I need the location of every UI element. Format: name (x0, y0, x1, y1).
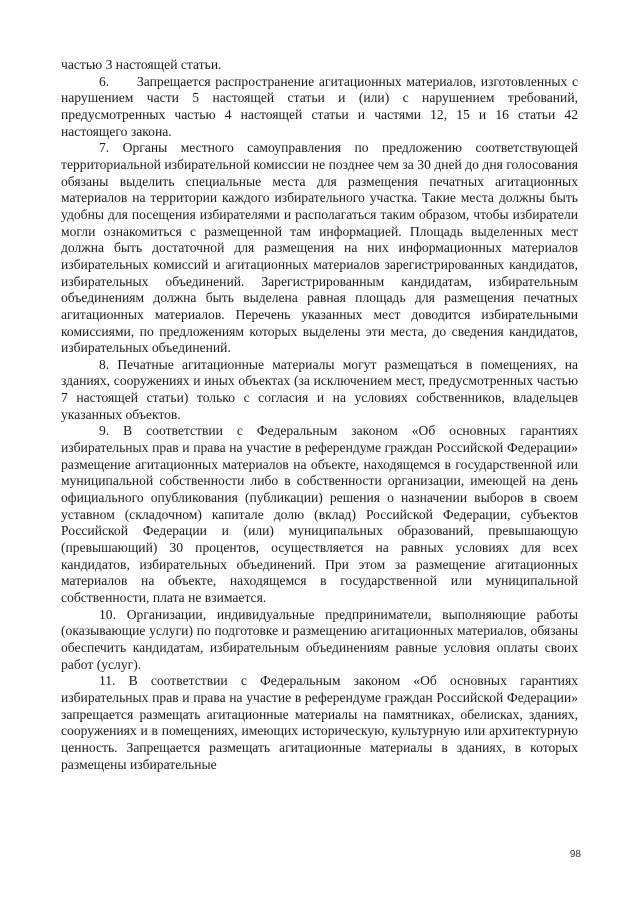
paragraph-8: 8. Печатные агитационные материалы могут размещаться в помещениях, на зданиях, сооружениях и иных объектах (за исключением мест, предусмотренных частью 7 настоящей статьи) только с согласия и на условиях собственников, владельцев указанных объектов. (61, 356, 578, 422)
page-number: 98 (569, 849, 581, 860)
paragraph-6: 6. Запрещается распространение агитационных материалов, изготовленных с нарушением части 5 настоящей статьи и (или) с нарушением требований, предусмотренных частью 4 настоящей статьи и частями 12, 15 и 16 статьи 42 настоящего закона. (61, 73, 578, 139)
paragraph-7: 7. Органы местного самоуправления по предложению соответствующей территориальной избирательной комиссии не позднее чем за 30 дней до дня голосования обязаны выделить специальные места для размещения печатных агитационных материалов на территории каждого избирательного участка. Такие места должны быть удобны для посещения избирателями и располагаться таким образом, чтобы избиратели могли ознакомиться с размещенной там информацией. Площадь выделенных мест должна быть достаточной для размещения на них информационных материалов избирательных комиссий и агитационных материалов зарегистрированных кандидатов, избирательных объединений. Зарегистрированным кандидатам, избирательным объединениям должна быть выделена равная площадь для размещения печатных агитационных материалов. Перечень указанных мест доводится избирательными комиссиями, по предложениям которых выделены эти места, до сведения кандидатов, избирательных объединений. (61, 140, 578, 356)
document-body (61, 57, 578, 773)
paragraph-10: 10. Организации, индивидуальные предприниматели, выполняющие работы (оказывающие услуги) по подготовке и размещению агитационных материалов, обязаны обеспечить кандидатам, избирательным объединениям равные условия оплаты своих работ (услуг). (61, 606, 578, 672)
paragraph-11: 11. В соответствии с Федеральным законом «Об основных гарантиях избирательных прав и права на участие в референдуме граждан Российской Федерации» запрещается размещать агитационные материалы на памятниках, обелисках, зданиях, сооружениях и в помещениях, имеющих историческую, культурную или архитектурную ценность. Запрещается размещать агитационные материалы в зданиях, в которых размещены избирательные (61, 673, 578, 772)
paragraph-continuation: частью 3 настоящей статьи. (61, 57, 222, 72)
paragraph-9: 9. В соответствии с Федеральным законом «Об основных гарантиях избирательных прав и права на участие в референдуме граждан Российской Федерации» размещение агитационных материалов на объекте, находящемся в государственной или муниципальной собственности либо в собственности организации, имеющей на день официального опубликования (публикации) решения о назначении выборов в своем уставном (складочном) капитале долю (вклад) Российской Федерации, субъектов Российской Федерации и (или) муниципальных образований, превышающую (превышающий) 30 процентов, осуществляется на равных условиях для всех кандидатов, избирательных объединений. При этом за размещение агитационных материалов на объекте, находящемся в государственной или муниципальной собственности, плата не взимается. (61, 423, 578, 605)
